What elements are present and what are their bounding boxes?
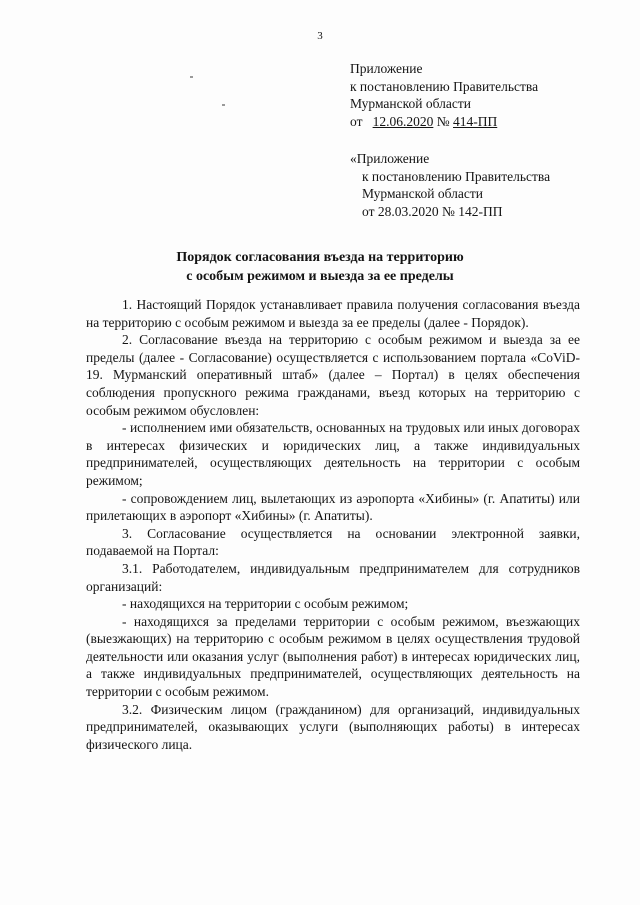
paragraph-3-1-item-a: - находящихся на территории с особым режимом;	[122, 596, 409, 612]
paragraph-2-item-a: - исполнением ими обязательств, основанных на трудовых или иных договорах в интересах физических и юридических лиц, а также индивидуальных предпринимателей, осуществляющих деятельность на территории с особым режимом;	[86, 420, 580, 488]
paragraph-1: 1. Настоящий Порядок устанавливает правила получения согласования въезда на территорию с особым режимом и выезда за ее пределы (далее - Порядок).	[86, 297, 580, 330]
paragraph-3-1-item-b: - находящихся за пределами территории с особым режимом, въезжающих (выезжающих) на территорию с особым режимом в целях осуществления трудовой деятельности или оказания услуг (выполнения работ) в интересах юридических лиц, а также индивидуальных предпринимателей, осуществляющих деятельность на территории с особым режимом.	[86, 613, 580, 700]
paragraph-2-item-b: - сопровождением лиц, вылетающих из аэропорта «Хибины» (г. Апатиты) или прилетающих в аэропорт «Хибины» (г. Апатиты).	[86, 490, 580, 524]
appendix-date: 12.06.2020	[372, 113, 434, 129]
scan-speck	[222, 104, 225, 106]
appendix-line: Мурманской области	[350, 96, 471, 111]
appendix-date-line	[350, 113, 538, 131]
document-title	[0, 248, 640, 286]
original-appendix-line: к постановлению Правительства	[362, 168, 551, 184]
document-body	[86, 296, 580, 753]
paragraph-3-2: 3.2. Физическим лицом (гражданином) для организаций, индивидуальных предпринимателей, оказывающих услуги (выполняющих работы) в интересах физического лица.	[86, 701, 580, 752]
original-appendix-line: Мурманской области	[362, 186, 483, 201]
original-appendix-date: от 28.03.2020 № 142-ПП	[362, 203, 503, 219]
page-number: 3	[317, 30, 323, 42]
scan-speck	[190, 76, 193, 78]
paragraph-3: 3. Согласование осуществляется на основании электронной заявки, подаваемой на Портал:	[86, 525, 580, 559]
appendix-line: к постановлению Правительства	[350, 78, 539, 94]
appendix-block	[350, 60, 538, 130]
paragraph-2: 2. Согласование въезда на территорию с особым режимом и выезда за ее пределы (далее - Согласование) осуществляется с использованием портала «CoViD-19. Мурманский оперативный штаб» (далее – Портал) в целях обеспечения соблюдения пропускного режима гражданами, въезд которых на территорию с особым режимом обусловлен:	[86, 332, 580, 418]
paragraph-3-1: 3.1. Работодателем, индивидуальным предпринимателем для сотрудников организаций:	[86, 560, 580, 594]
appendix-date-prefix: от	[350, 113, 363, 129]
original-appendix-heading: «Приложение	[350, 151, 430, 166]
appendix-heading: Приложение	[350, 61, 423, 76]
appendix-number-sign: №	[436, 113, 450, 129]
title-line: Порядок согласования въезда на территорию	[176, 250, 464, 265]
original-appendix-block	[350, 150, 550, 220]
title-line: с особым режимом и выезда за ее пределы	[186, 269, 454, 284]
appendix-number: 414-ПП	[453, 113, 498, 129]
